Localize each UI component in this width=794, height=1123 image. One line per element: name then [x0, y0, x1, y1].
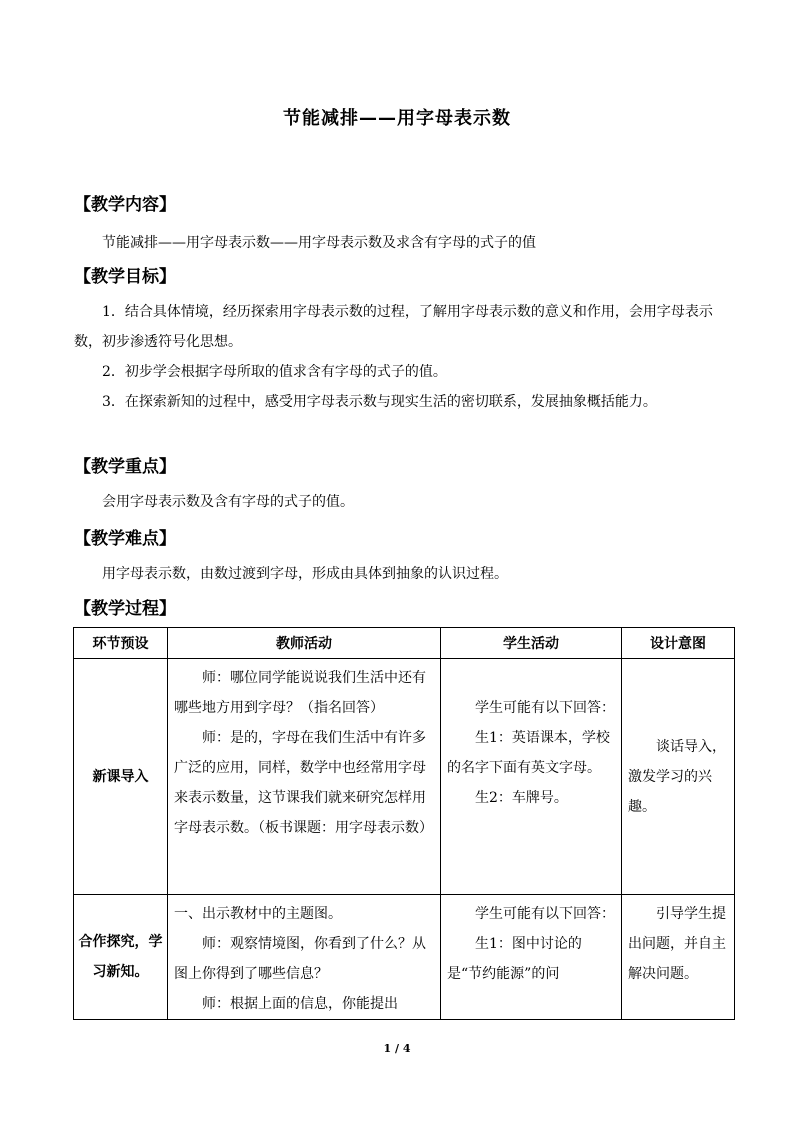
process-table	[73, 627, 735, 1020]
heading-goals: 【教学目标】	[74, 267, 176, 287]
teacher-line: 师：哪位同学能说说我们生活中还有哪些地方用到字母？（指名回答）	[174, 670, 426, 716]
key-text: 会用字母表示数及含有字母的式子的值。	[102, 494, 354, 510]
page-title: 节能减排——用字母表示数	[283, 108, 511, 129]
page-number: 1 / 4	[383, 1042, 411, 1055]
difficulty-text: 用字母表示数，由数过渡到字母，形成由具体到抽象的认识过程。	[102, 566, 508, 582]
row-student	[441, 659, 622, 895]
heading-content: 【教学内容】	[74, 195, 176, 215]
goals-list	[74, 297, 726, 417]
teacher-line: 一、出示教材中的主题图。	[174, 906, 342, 922]
teacher-line: 师：是的，字母在我们生活中有许多广泛的应用，同样，数学中也经常用字母来表示数量，这节课我们就来研究怎样用字母表示数。（板书课题：用字母表示数）	[174, 730, 433, 836]
teacher-line: 师：根据上面的信息，你能提出	[202, 996, 398, 1012]
content-text: 节能减排——用字母表示数——用字母表示数及求含有字母的式子的值	[102, 235, 536, 251]
student-line: 学生可能有以下回答：	[475, 700, 615, 716]
row-student	[441, 895, 622, 1020]
table-row	[74, 895, 735, 1020]
intent-line: 引导学生提出问题，并自主解决问题。	[628, 906, 726, 982]
header-intent: 设计意图	[622, 628, 735, 659]
student-line: 生2：车牌号。	[475, 790, 568, 806]
row-intent	[622, 895, 735, 1020]
student-line: 学生可能有以下回答：	[475, 906, 615, 922]
student-line: 生1：图中讨论的是“节约能源”的问	[447, 936, 582, 982]
heading-key: 【教学重点】	[74, 457, 176, 477]
row-teacher	[168, 659, 441, 895]
heading-difficulty: 【教学难点】	[74, 529, 176, 549]
row-intent	[622, 659, 735, 895]
row-teacher	[168, 895, 441, 1020]
goal-item-1: 1．结合具体情境，经历探索用字母表示数的过程，了解用字母表示数的意义和作用，会用字母表示数，初步渗透符号化思想。	[74, 304, 713, 350]
table-row	[74, 659, 735, 895]
goal-item-2: 2．初步学会根据字母所取的值求含有字母的式子的值。	[102, 364, 447, 380]
teacher-line: 师：观察情境图，你看到了什么？从图上你得到了哪些信息？	[174, 936, 426, 982]
intent-line: 谈话导入，激发学习的兴趣。	[628, 738, 726, 815]
header-stage: 环节预设	[74, 628, 168, 659]
student-line: 生1：英语课本，学校的名字下面有英文字母。	[447, 730, 610, 776]
heading-process: 【教学过程】	[74, 599, 176, 619]
header-teacher: 教师活动	[168, 628, 441, 659]
row-stage: 合作探究，学习新知。	[74, 895, 168, 1020]
goal-item-3: 3．在探索新知的过程中，感受用字母表示数与现实生活的密切联系，发展抽象概括能力。	[102, 394, 657, 410]
row-stage: 新课导入	[74, 659, 168, 895]
table-header-row	[74, 628, 735, 659]
header-student: 学生活动	[441, 628, 622, 659]
